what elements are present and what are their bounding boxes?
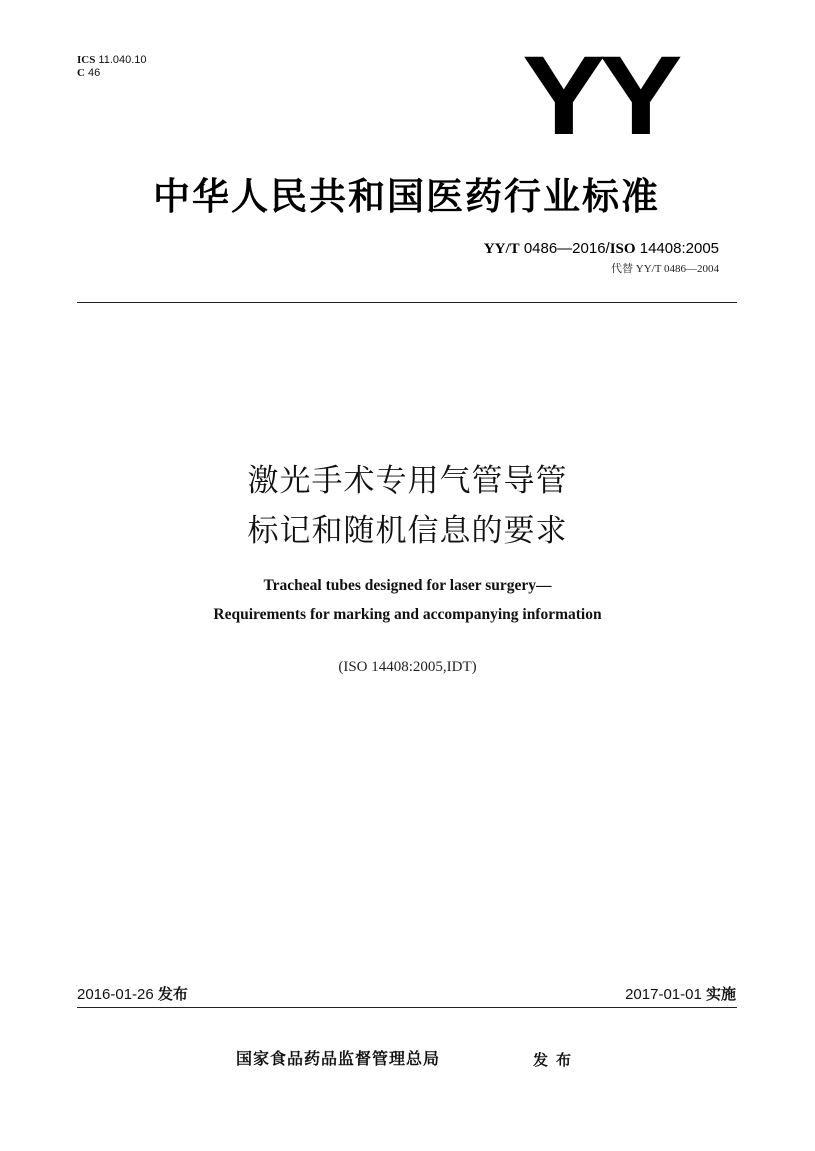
- document-title-cn-line2: 标记和随机信息的要求: [247, 513, 568, 549]
- bottom-divider: [77, 1007, 737, 1008]
- iso-identity: (ISO 14408:2005,IDT): [338, 659, 477, 675]
- ccs-label: C: [77, 67, 85, 79]
- publish-label: 发布: [157, 985, 188, 1003]
- classification-codes: [77, 54, 147, 80]
- standard-number: [484, 240, 719, 258]
- publish-date-value: 2016-01-26: [77, 986, 154, 1003]
- ccs-value: 46: [88, 67, 101, 79]
- standard-number-main: 0486—2016/: [523, 240, 610, 257]
- ics-label: ICS: [77, 54, 96, 66]
- document-title-en-line1: Tracheal tubes designed for laser surgery—: [263, 577, 552, 594]
- standard-category-title: 中华人民共和国医药行业标准: [153, 175, 660, 218]
- replaces-note: 代替 YY/T 0486—2004: [611, 263, 719, 275]
- publish-date: [77, 983, 188, 1004]
- implement-date-value: 2017-01-01: [625, 986, 702, 1003]
- issuing-authority: 国家食品药品监督管理总局: [236, 1049, 441, 1068]
- iso-label: ISO: [609, 241, 636, 257]
- ccs-code: [77, 67, 147, 80]
- implement-date: [625, 983, 736, 1004]
- ics-value: 11.040.10: [98, 54, 147, 66]
- ics-code: [77, 54, 147, 67]
- top-divider: [77, 302, 737, 303]
- implement-label: 实施: [705, 985, 736, 1003]
- yy-logo: YY: [522, 33, 676, 158]
- document-title-en-line2: Requirements for marking and accompanying information: [213, 606, 602, 623]
- document-title-cn-line1: 激光手术专用气管导管: [247, 463, 568, 499]
- standard-number-prefix: YY/T: [483, 241, 520, 257]
- iso-number: 14408:2005: [639, 240, 719, 257]
- issue-word: 发布: [533, 1051, 580, 1069]
